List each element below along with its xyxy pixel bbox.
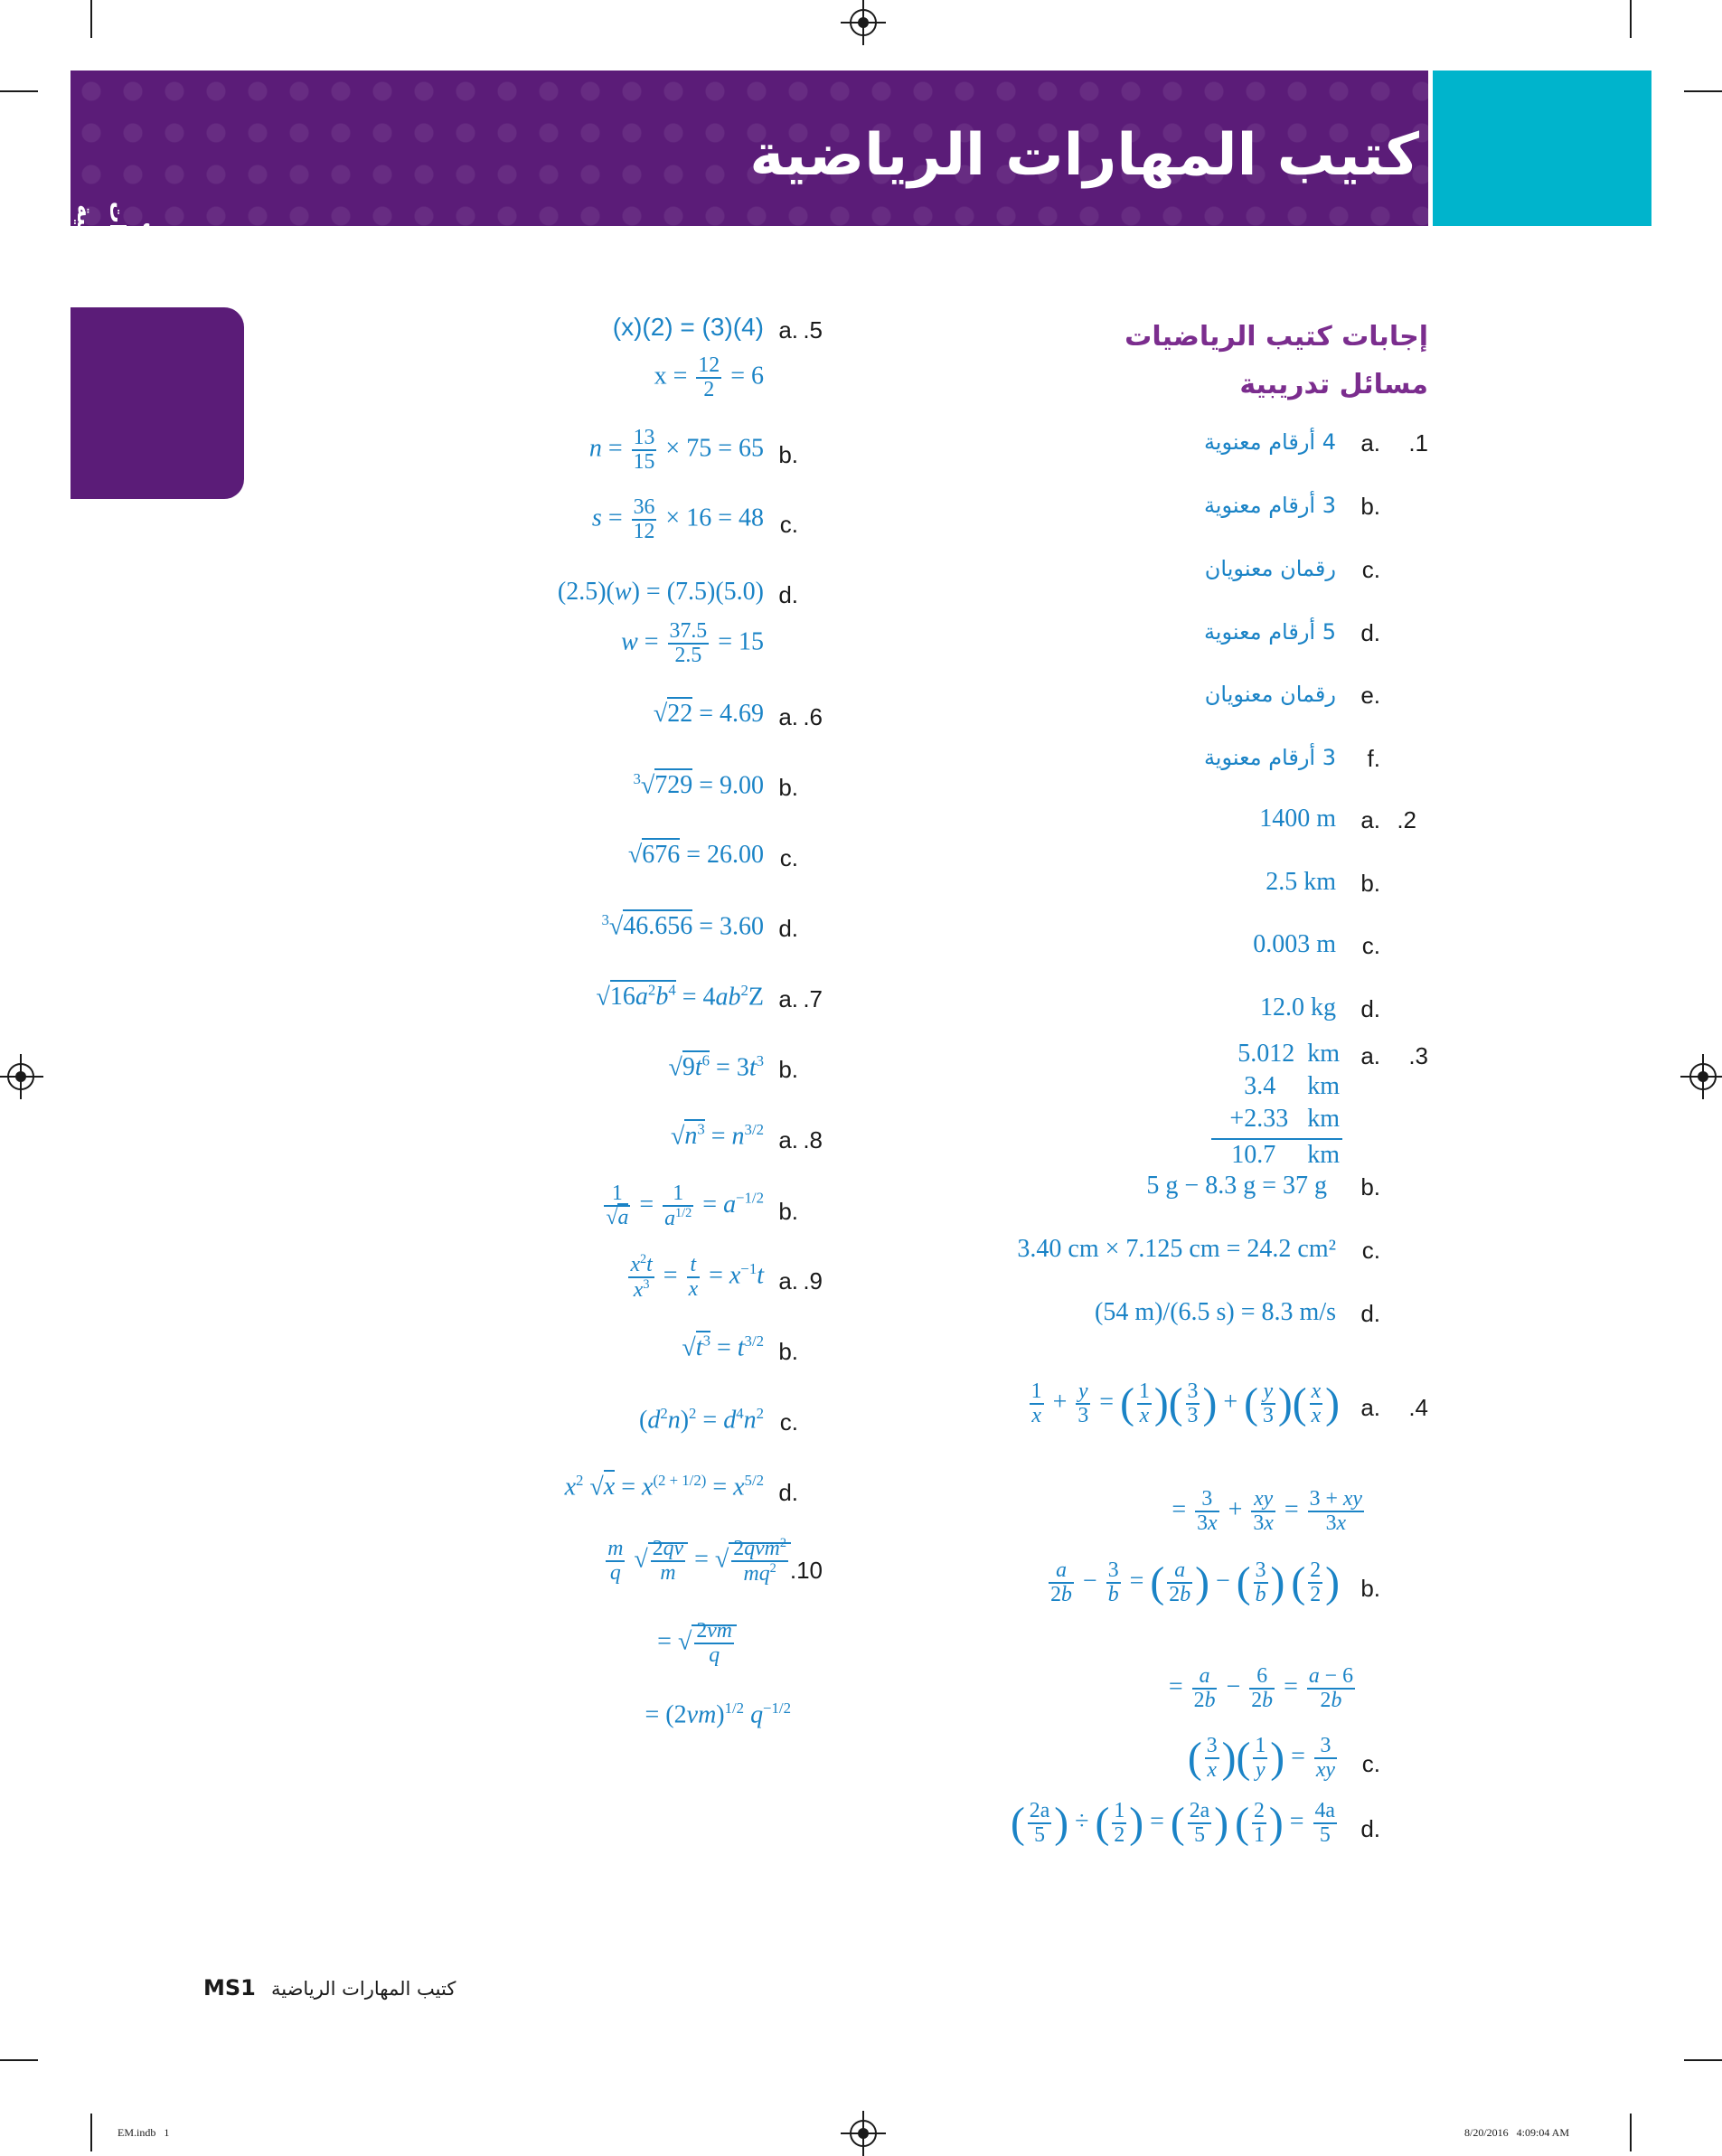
equation: √676 = 26.00 (628, 841, 764, 870)
equation: n = $\frac{13}{15}$ × 75 = 65 (588, 426, 764, 474)
answer-text: 5 g − 8.3 g = 37 g (1146, 1172, 1327, 1200)
equation: √22 = 4.69 (654, 700, 764, 729)
equation: $\frac{1}{x}$ + $\frac{y}{3}$ = ( $\frac{1}{x}$ )( $\frac{3}{3}$ ) + ( $\frac{y}{3}$ )( $\frac{x}{x}$ ) (1030, 1379, 1340, 1427)
equation: w = $\frac{37.5}{2.5}$ = 15 (621, 619, 764, 667)
answer-label: a. (778, 1126, 798, 1153)
answer-text: 3.40 cm × 7.125 cm = 24.2 cm² (1017, 1235, 1336, 1263)
question-number: .1 (1408, 429, 1428, 457)
equation: = √ $\frac{2vm}{q}$ (657, 1620, 737, 1667)
equation: $^3$√729 = 9.00 (633, 770, 764, 800)
answer-text: 5 أرقام معنوية (1203, 619, 1336, 645)
answer-text: 2.5 km (1266, 868, 1336, 896)
equation: x = $\frac{12}{2}$ = 6 (654, 353, 764, 401)
answer-label: f. (1367, 745, 1380, 772)
answer-label: a. (778, 985, 798, 1012)
addition-line: 5.012 km (1237, 1040, 1340, 1068)
answer-text: 12.0 kg (1260, 993, 1336, 1022)
addition-line: +2.33 km (1229, 1105, 1340, 1133)
question-number: .4 (1408, 1394, 1428, 1421)
radicand: 729 (654, 768, 692, 799)
answer-label: d. (778, 1479, 798, 1506)
question-number: .3 (1408, 1042, 1428, 1069)
answer-label: c. (1361, 1237, 1380, 1264)
equation: $√n^3 = n^{3/2}$ (670, 1121, 764, 1151)
page-number: MS1 (203, 1975, 256, 2001)
equation: = $(2vm)^{1/2}$ $q^{-1/2}$ (645, 1699, 791, 1729)
answer-text: (54 m)/(6.5 s) = 8.3 m/s (1095, 1298, 1336, 1326)
answer-label: a. (1360, 806, 1380, 833)
section-heading: إجابات كتيب الرياضيات (1124, 321, 1428, 353)
answer-label: b. (1360, 1173, 1380, 1200)
answer-label: d. (1360, 1815, 1380, 1842)
equation: (x)(2) = (3)(4) (612, 313, 764, 341)
sum-rule (1211, 1138, 1342, 1140)
trim-mark (0, 2059, 38, 2061)
addition-line: 10.7 km (1231, 1141, 1340, 1169)
trim-mark (1630, 0, 1632, 38)
answer-text: 3 أرقام معنوية (1203, 493, 1336, 518)
answer-label: b. (778, 441, 798, 468)
answer-text: 4 أرقام معنوية (1203, 429, 1336, 455)
registration-mark-icon (850, 9, 877, 36)
equation: (2.5)(w) = (7.5)(5.0) (557, 578, 764, 606)
trim-mark (1630, 2114, 1632, 2151)
equation: $\frac{m}{q}$ √ $\frac{2qv}{m}$ = √ $\frac{2qvm^2}{mq^2}$ (603, 1537, 791, 1586)
answer-label: d. (1360, 1300, 1380, 1327)
equation: $(d^2n)^2 = d^4n^2$ (638, 1405, 764, 1435)
page-title: كتيب المهارات الرياضية (749, 122, 1419, 189)
answer-label: a. (1360, 1042, 1380, 1069)
equation: = $\frac{3}{3x}$ + $\frac{xy}{3x}$ = $\frac{3 + xy}{3x}$ (1172, 1487, 1362, 1535)
question-number: .9 (803, 1267, 823, 1295)
equation: $\frac{a}{2b}$ − $\frac{3}{b}$ = ( $\frac{a}{2b}$ ) − ( $\frac{3}{b}$ ) ( $\frac{2}{2}$ ) (1050, 1558, 1340, 1606)
trim-mark (90, 0, 92, 38)
radicand: 22 (667, 697, 692, 728)
question-number: .10 (789, 1557, 823, 1584)
equation: = $\frac{a}{2b}$ − $\frac{6}{2b}$ = $\frac{a - 6}{2b}$ (1168, 1664, 1353, 1712)
side-tab-line2: الرياضية (72, 204, 98, 293)
equation: $\frac{x^2t}{x^3}$ = $\frac{t}{x}$ = $x^{-1}t$ (630, 1252, 764, 1302)
header-accent-bar (1433, 71, 1651, 226)
radicand: 46.656 (623, 909, 692, 940)
answer-label: c. (779, 844, 798, 871)
equation: $√9t^6 = 3t^3$ (668, 1052, 764, 1082)
print-slug-file: EM.indb 1 (118, 2126, 170, 2139)
question-number: .5 (803, 316, 823, 344)
question-number: .8 (803, 1126, 823, 1153)
registration-mark-icon (850, 2120, 877, 2147)
question-number: .7 (803, 985, 823, 1012)
result: = 26.00 (680, 841, 764, 869)
registration-mark-icon (7, 1063, 34, 1090)
trim-mark (1684, 2059, 1722, 2061)
question-number: .2 (1397, 806, 1416, 833)
answer-label: a. (1360, 429, 1380, 457)
answer-label: c. (1361, 932, 1380, 959)
answer-label: b. (778, 1338, 798, 1365)
answer-text: 3 أرقام معنوية (1203, 745, 1336, 770)
registration-mark-icon (1689, 1063, 1717, 1090)
equation: $\frac{1}{√a}$ = $\frac{1}{a^{1/2}}$ = $a^{-1/2}$ (606, 1182, 764, 1230)
answer-label: b. (1360, 870, 1380, 897)
answer-label: c. (779, 1408, 798, 1436)
answer-label: a. (778, 703, 798, 730)
answer-label: b. (778, 774, 798, 801)
equation: ( $\frac{3}{x}$ )( $\frac{1}{y}$ ) = $\frac{3}{xy}$ (1187, 1734, 1335, 1782)
side-tab-line1: كتيب المهارات (105, 201, 163, 297)
trim-mark (1684, 90, 1722, 92)
print-slug-date: 8/20/2016 4:09:04 AM (1464, 2126, 1570, 2139)
answer-label: b. (778, 1198, 798, 1225)
radicand: 676 (642, 838, 680, 869)
result: = 4.69 (692, 700, 764, 728)
answer-label: d. (1360, 995, 1380, 1022)
answer-text: 0.003 m (1253, 930, 1336, 958)
trim-mark (90, 2114, 92, 2151)
answer-label: b. (1360, 493, 1380, 520)
section-subheading: مسائل تدريبية (1239, 369, 1428, 400)
result: = 9.00 (692, 771, 764, 800)
equation: s = $\frac{36}{12}$ × 16 = 48 (591, 495, 764, 543)
answer-label: c. (1361, 556, 1380, 583)
answer-label: d. (1360, 619, 1380, 646)
answer-label: e. (1360, 682, 1380, 709)
answer-label: a. (778, 316, 798, 344)
equation: $√t^3 = t^{3/2}$ (682, 1332, 764, 1362)
answer-label: a. (1360, 1394, 1380, 1421)
answer-label: a. (778, 1267, 798, 1295)
answer-text: رقمان معنويان (1204, 556, 1336, 581)
question-number: .6 (803, 703, 823, 730)
equation: $√16a^2b^4 = 4ab^2Z$ (596, 982, 764, 1012)
equation: ( $\frac{2a}{5}$ ) ÷ ( $\frac{1}{2}$ ) = ( $\frac{2a}{5}$ ) ( $\frac{2}{1}$ ) = $\frac{4a}{5}$ (1010, 1799, 1335, 1847)
answer-label: d. (778, 915, 798, 942)
footer-title: كتيب المهارات الرياضية (271, 1978, 456, 2000)
result: = 3.60 (692, 912, 764, 941)
answer-label: b. (1360, 1575, 1380, 1602)
answer-text: 1400 m (1259, 805, 1336, 833)
addition-line: 3.4 km (1244, 1072, 1340, 1100)
answer-label: c. (779, 511, 798, 538)
answer-label: c. (1361, 1750, 1380, 1777)
answer-label: d. (778, 581, 798, 608)
side-tab (71, 307, 244, 499)
answer-label: b. (778, 1056, 798, 1083)
equation: $^3$√46.656 = 3.60 (601, 911, 764, 941)
trim-mark (0, 90, 38, 92)
answer-text: رقمان معنويان (1204, 682, 1336, 707)
equation: $x^2$ $√x = x^{(2 + 1/2)} = x^{5/2}$ (564, 1472, 764, 1502)
